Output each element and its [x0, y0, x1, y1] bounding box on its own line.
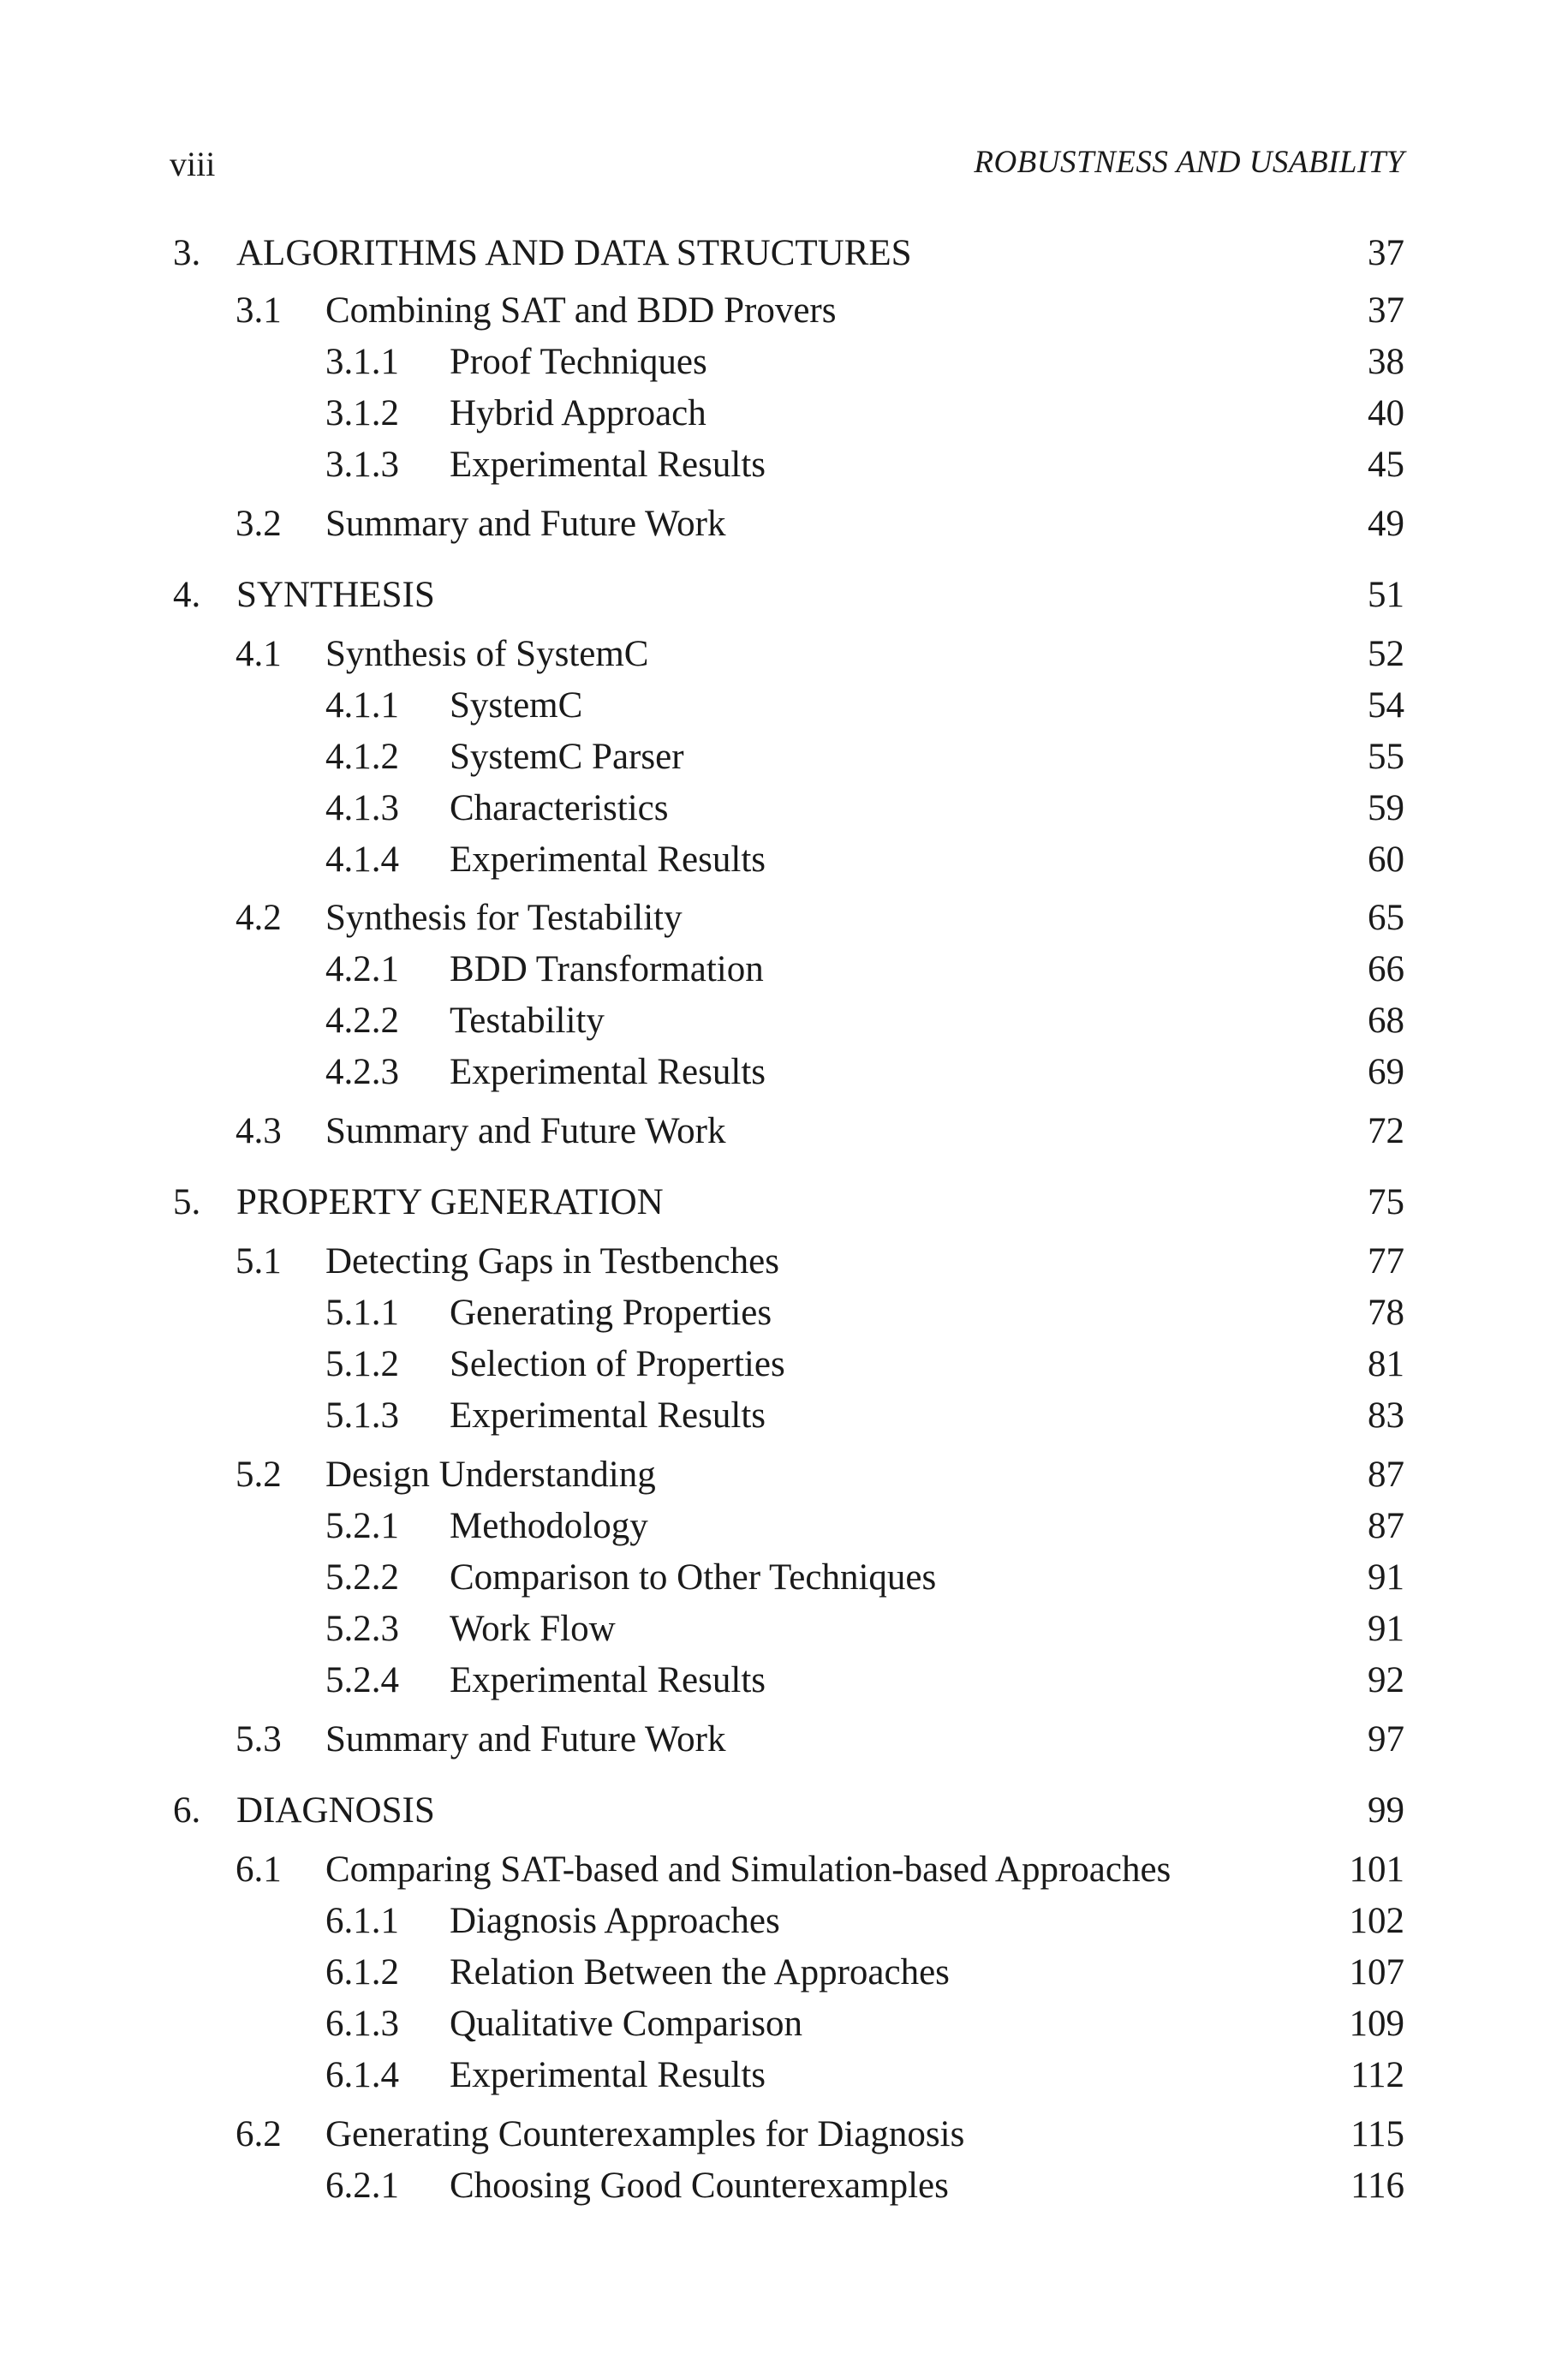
toc-subsection: [0, 2162, 1568, 2210]
toc-page-number: 87: [1368, 1506, 1404, 1546]
toc-number: 3.1.1: [325, 342, 399, 382]
toc-page-number: 112: [1350, 2055, 1404, 2095]
toc-page-number: 97: [1368, 1719, 1404, 1760]
toc-subsection: [0, 1503, 1568, 1550]
toc-title: Comparison to Other Techniques: [450, 1557, 937, 1598]
toc-page-number: 72: [1368, 1111, 1404, 1151]
toc-page-number: 68: [1368, 1001, 1404, 1041]
toc-title: Hybrid Approach: [450, 393, 706, 433]
toc-title: SYNTHESIS: [236, 575, 435, 615]
toc-page-number: 49: [1368, 504, 1404, 544]
toc-title: Experimental Results: [450, 1052, 766, 1092]
toc-page-number: 54: [1368, 685, 1404, 726]
toc-number: 3.1: [235, 290, 282, 331]
toc-subsection: [0, 390, 1568, 438]
toc-title: PROPERTY GENERATION: [236, 1182, 664, 1222]
toc-page-number: 75: [1368, 1182, 1404, 1222]
toc-number: 4.1.2: [325, 737, 399, 777]
toc-page-number: 78: [1368, 1293, 1404, 1333]
toc-page-number: 99: [1368, 1790, 1404, 1831]
toc-page-number: 92: [1368, 1660, 1404, 1700]
toc-subsection: [0, 1897, 1568, 1945]
toc-subsection: [0, 946, 1568, 994]
toc-number: 5.2.3: [325, 1609, 399, 1649]
toc-page-number: 107: [1349, 1952, 1404, 1993]
toc-title: Qualitative Comparison: [450, 2004, 803, 2044]
toc-title: Detecting Gaps in Testbenches: [325, 1241, 779, 1282]
toc-number: 5.2.2: [325, 1557, 399, 1598]
toc-page-number: 109: [1349, 2004, 1404, 2044]
toc-number: 5.1.1: [325, 1293, 399, 1333]
toc-section: [0, 1108, 1568, 1156]
toc-title: Generating Properties: [450, 1293, 772, 1333]
toc-section: [0, 1451, 1568, 1499]
toc-chapter: [0, 230, 1568, 278]
toc-number: 5.2.4: [325, 1660, 399, 1700]
toc-page-number: 116: [1350, 2166, 1404, 2206]
toc-number: 4.1.4: [325, 839, 399, 880]
toc-number: 4.: [173, 575, 201, 615]
toc-section: [0, 1238, 1568, 1286]
toc-number: 5.2.1: [325, 1506, 399, 1546]
toc-title: Experimental Results: [450, 445, 766, 485]
toc-section: [0, 500, 1568, 548]
toc-page-number: 52: [1368, 634, 1404, 674]
toc-number: 6.2.1: [325, 2166, 399, 2206]
toc-title: SystemC Parser: [450, 737, 684, 777]
toc-number: 4.2.3: [325, 1052, 399, 1092]
toc-title: Experimental Results: [450, 839, 766, 880]
toc-title: Experimental Results: [450, 2055, 766, 2095]
toc-subsection: [0, 1554, 1568, 1602]
toc-chapter: [0, 1179, 1568, 1227]
toc-title: ALGORITHMS AND DATA STRUCTURES: [236, 233, 912, 273]
toc-page-number: 65: [1368, 898, 1404, 938]
toc-page-number: 59: [1368, 788, 1404, 828]
toc-number: 4.2.2: [325, 1001, 399, 1041]
toc-title: Summary and Future Work: [325, 1111, 726, 1151]
toc-page-number: 37: [1368, 233, 1404, 273]
toc-title: BDD Transformation: [450, 949, 764, 989]
toc-subsection: [0, 1605, 1568, 1653]
toc-section: [0, 287, 1568, 335]
toc-subsection: [0, 1949, 1568, 1997]
toc-number: 4.2: [235, 898, 282, 938]
toc-page-number: 91: [1368, 1557, 1404, 1598]
toc-section: [0, 2111, 1568, 2159]
toc-page-number: 102: [1349, 1901, 1404, 1941]
toc-title: Summary and Future Work: [325, 1719, 726, 1760]
toc-number: 5.1: [235, 1241, 282, 1282]
toc-section: [0, 630, 1568, 678]
toc-number: 3.: [173, 233, 201, 273]
toc-number: 4.2.1: [325, 949, 399, 989]
toc-number: 3.1.2: [325, 393, 399, 433]
toc-section: [0, 1846, 1568, 1894]
toc-number: 4.1.3: [325, 788, 399, 828]
toc-number: 3.2: [235, 504, 282, 544]
toc-number: 6.: [173, 1790, 201, 1831]
toc-section: [0, 1716, 1568, 1764]
toc-number: 4.1: [235, 634, 282, 674]
toc-subsection: [0, 997, 1568, 1045]
toc-title: Methodology: [450, 1506, 648, 1546]
toc-number: 5.1.2: [325, 1344, 399, 1384]
toc-title: Relation Between the Approaches: [450, 1952, 950, 1993]
toc-number: 6.1.3: [325, 2004, 399, 2044]
toc-page-number: 81: [1368, 1344, 1404, 1384]
toc-page-number: 55: [1368, 737, 1404, 777]
toc-chapter: [0, 1787, 1568, 1835]
toc-number: 6.1.1: [325, 1901, 399, 1941]
toc-page-number: 77: [1368, 1241, 1404, 1282]
toc-page-number: 38: [1368, 342, 1404, 382]
toc-page-number: 83: [1368, 1395, 1404, 1436]
toc-number: 6.1: [235, 1849, 282, 1890]
toc-subsection: [0, 1049, 1568, 1096]
toc-page-number: 40: [1368, 393, 1404, 433]
toc-page-number: 87: [1368, 1455, 1404, 1495]
toc-title: Experimental Results: [450, 1395, 766, 1436]
toc-number: 5.3: [235, 1719, 282, 1760]
toc-title: Work Flow: [450, 1609, 616, 1649]
toc-page-number: 60: [1368, 839, 1404, 880]
toc-subsection: [0, 2000, 1568, 2048]
toc-title: Design Understanding: [325, 1455, 656, 1495]
toc-title: Combining SAT and BDD Provers: [325, 290, 837, 331]
toc-title: DIAGNOSIS: [236, 1790, 435, 1831]
toc-number: 4.3: [235, 1111, 282, 1151]
toc-page-number: 45: [1368, 445, 1404, 485]
toc-title: Proof Techniques: [450, 342, 707, 382]
toc-subsection: [0, 733, 1568, 781]
toc-title: Synthesis for Testability: [325, 898, 683, 938]
toc-subsection: [0, 836, 1568, 884]
toc-subsection: [0, 441, 1568, 489]
toc-title: Experimental Results: [450, 1660, 766, 1700]
toc-title: Characteristics: [450, 788, 669, 828]
toc-subsection: [0, 1289, 1568, 1337]
toc-number: 6.2: [235, 2114, 282, 2154]
toc-section: [0, 894, 1568, 942]
toc-title: SystemC: [450, 685, 583, 726]
toc-page-number: 51: [1368, 575, 1404, 615]
toc-number: 6.1.4: [325, 2055, 399, 2095]
toc-page-number: 101: [1349, 1849, 1404, 1890]
toc-number: 5.1.3: [325, 1395, 399, 1436]
toc-number: 4.1.1: [325, 685, 399, 726]
toc-subsection: [0, 1341, 1568, 1389]
toc-page-number: 66: [1368, 949, 1404, 989]
toc-subsection: [0, 1392, 1568, 1440]
toc-page-number: 115: [1350, 2114, 1404, 2154]
toc-number: 6.1.2: [325, 1952, 399, 1993]
toc-subsection: [0, 682, 1568, 730]
toc-title: Diagnosis Approaches: [450, 1901, 780, 1941]
toc-title: Testability: [450, 1001, 605, 1041]
toc-page-number: 69: [1368, 1052, 1404, 1092]
toc-subsection: [0, 1657, 1568, 1705]
page-number: viii: [170, 145, 216, 183]
toc-title: Generating Counterexamples for Diagnosis: [325, 2114, 965, 2154]
toc-page-number: 91: [1368, 1609, 1404, 1649]
toc-title: Choosing Good Counterexamples: [450, 2166, 949, 2206]
toc-title: Comparing SAT-based and Simulation-based Approaches: [325, 1849, 1172, 1890]
toc-subsection: [0, 2052, 1568, 2100]
toc-subsection: [0, 785, 1568, 833]
toc-title: Summary and Future Work: [325, 504, 726, 544]
toc-number: 5.2: [235, 1455, 282, 1495]
toc-title: Synthesis of SystemC: [325, 634, 649, 674]
toc-subsection: [0, 338, 1568, 386]
toc-chapter: [0, 571, 1568, 619]
toc-page-number: 37: [1368, 290, 1404, 331]
toc-number: 5.: [173, 1182, 201, 1222]
running-title: ROBUSTNESS AND USABILITY: [974, 145, 1404, 180]
toc-number: 3.1.3: [325, 445, 399, 485]
toc-title: Selection of Properties: [450, 1344, 785, 1384]
